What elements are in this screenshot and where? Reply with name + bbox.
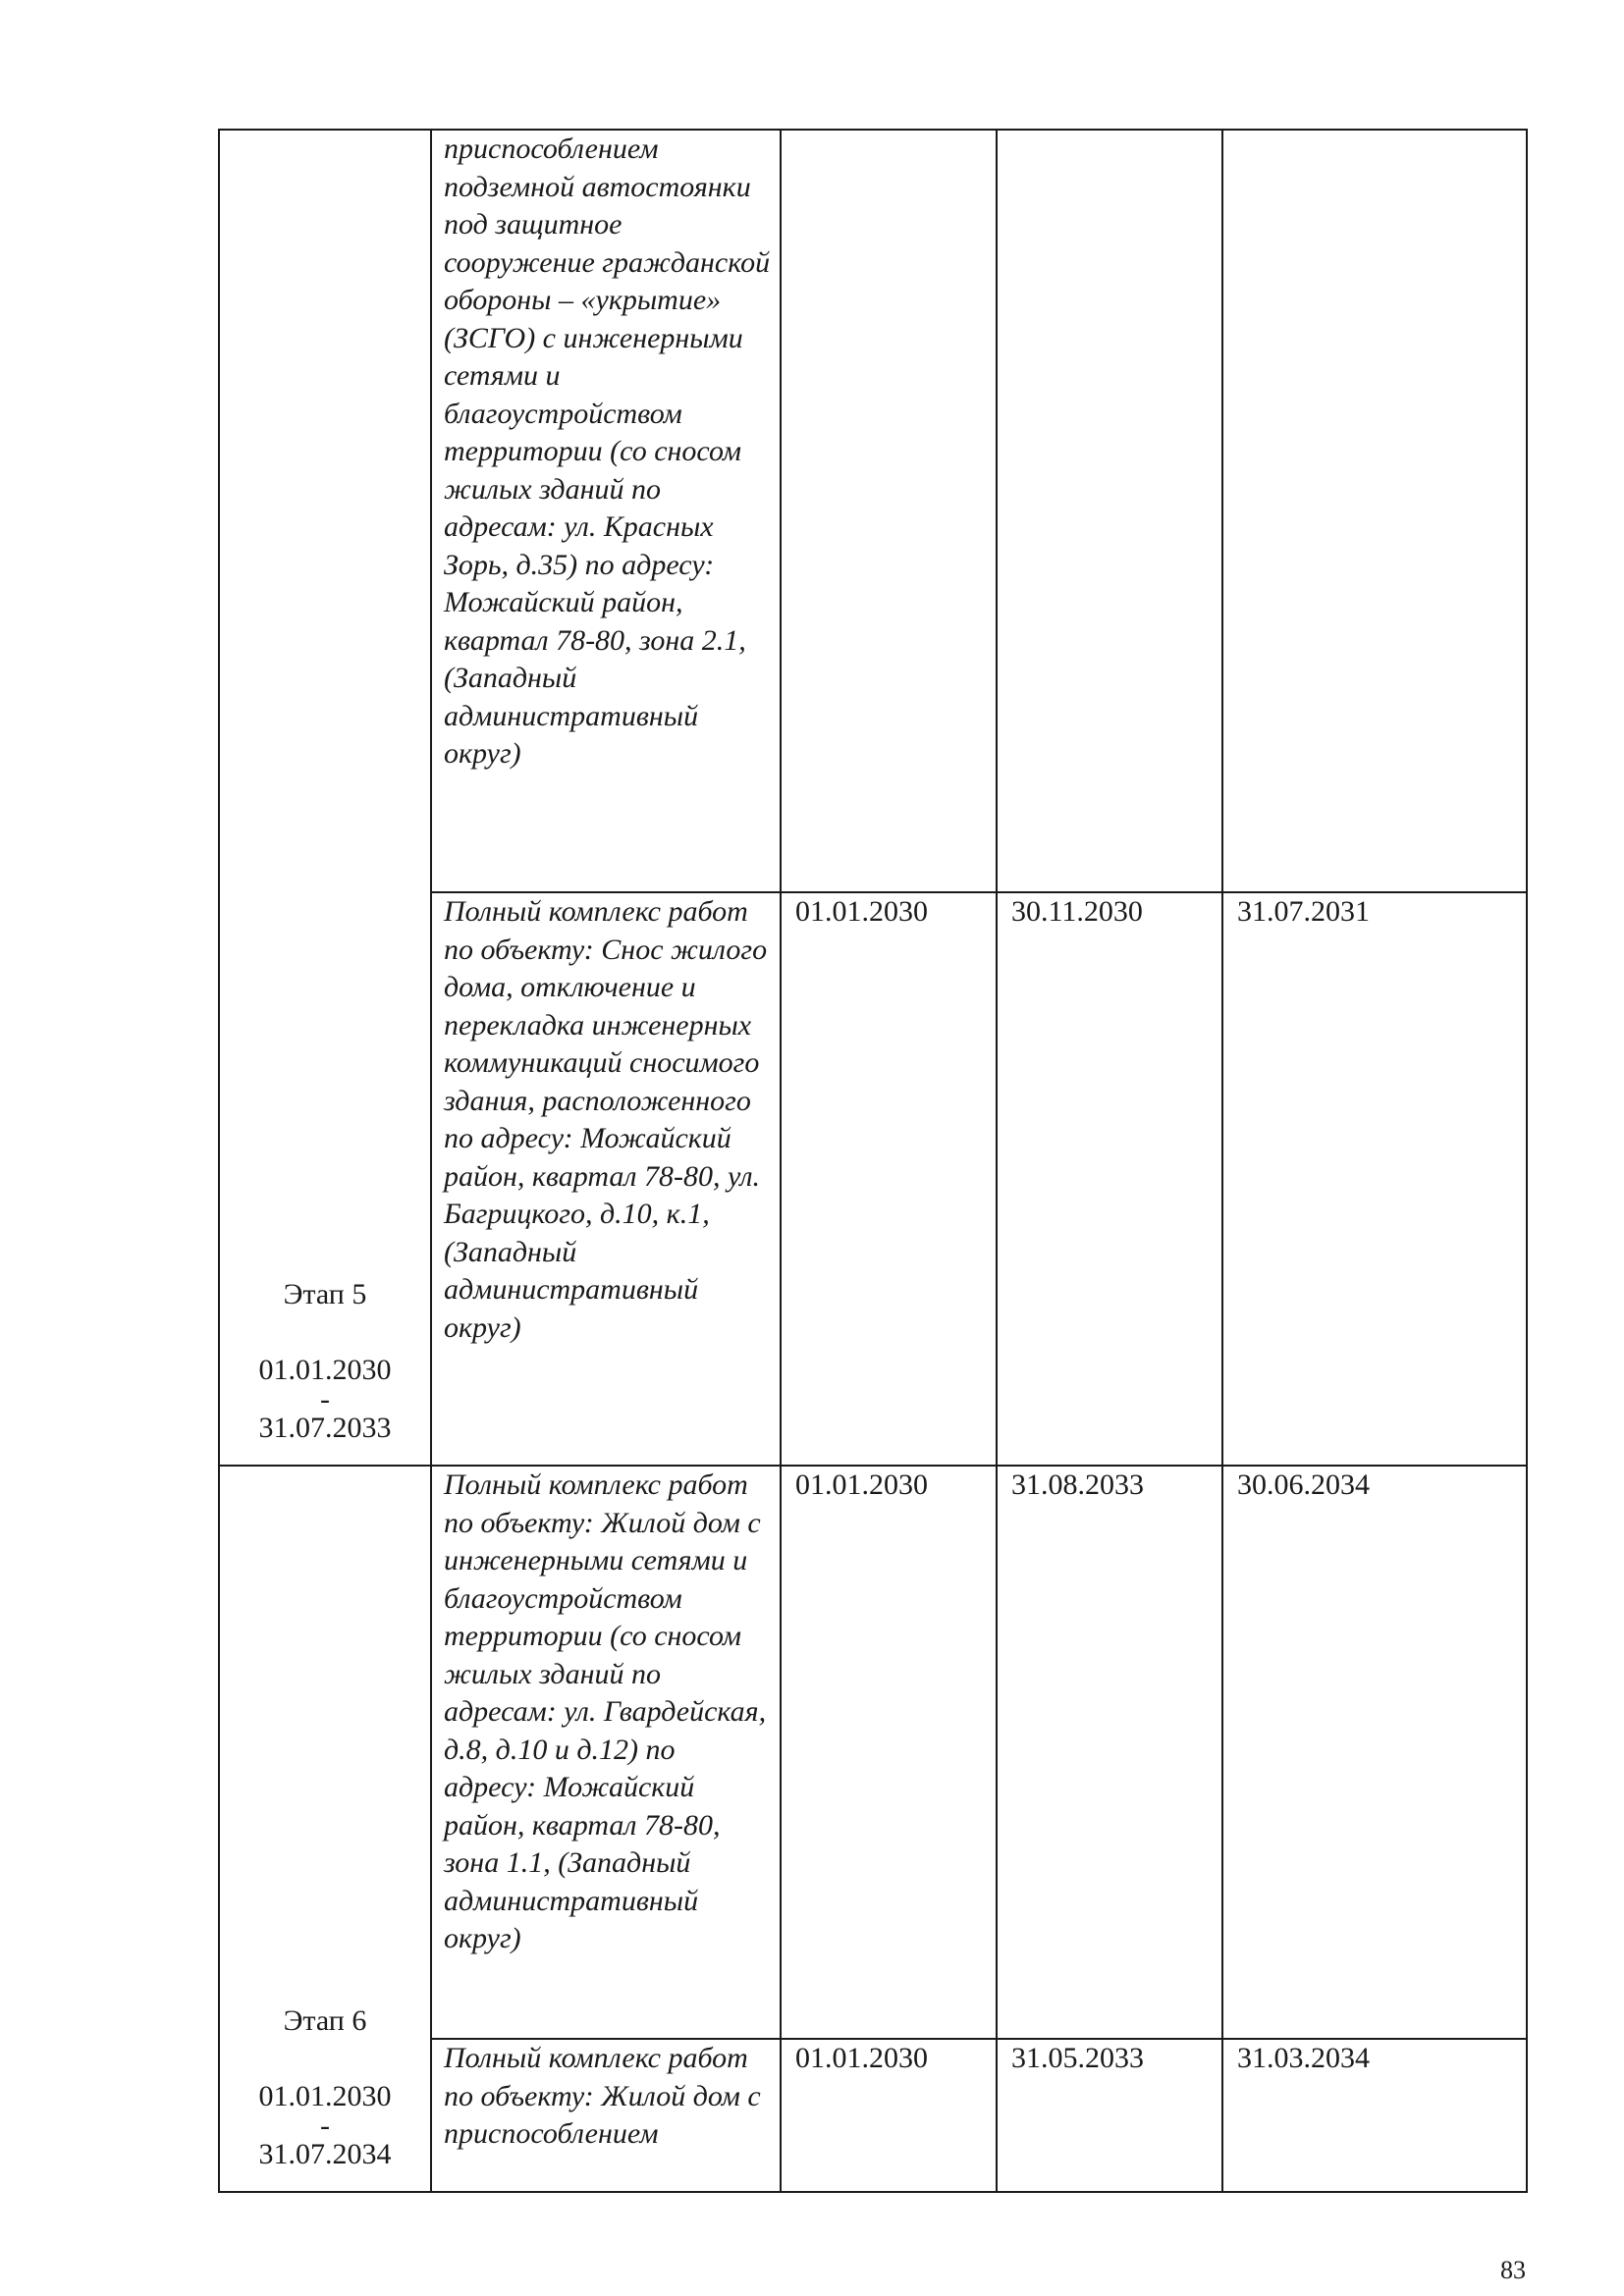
table-row xyxy=(219,130,1527,892)
stage-label: Этап 5 xyxy=(283,1278,367,1310)
stage-end-date: 31.07.2034 xyxy=(258,2137,392,2170)
date-end: 30.06.2034 xyxy=(1222,1466,1527,2039)
stage-cell xyxy=(219,1466,431,2192)
date-end xyxy=(1222,130,1527,892)
date-start xyxy=(781,130,997,892)
work-description: приспособлением подземной автостоянки под защитное сооружение гражданской обороны – «укрытие» (ЗСГО) с инженерными сетями и благоустройством территории (со сносом жилых зданий по адресам: ул. Красных Зорь, д.35) по адресу: Можайский район, квартал 78-80, зона 2.1, (Западный административный округ) xyxy=(431,130,781,892)
date-mid xyxy=(997,130,1222,892)
work-description: Полный комплекс работ по объекту: Жилой дом с инженерными сетями и благоустройством территории (со сносом жилых зданий по адресам: ул. Гвардейская, д.8, д.10 и д.12) по адресу: Можайский район, квартал 78-80, зона 1.1, (Западный административный округ) xyxy=(431,1466,781,2039)
stage-start-date: 01.01.2030 xyxy=(258,1354,392,1386)
date-mid: 30.11.2030 xyxy=(997,892,1222,1466)
schedule-table xyxy=(218,129,1528,2193)
table-row xyxy=(219,1466,1527,2039)
date-start: 01.01.2030 xyxy=(781,1466,997,2039)
stage-end-date: 31.07.2033 xyxy=(258,1411,392,1444)
stage-label: Этап 6 xyxy=(283,2004,367,2037)
page-number: 83 xyxy=(1500,2256,1526,2284)
date-mid: 31.05.2033 xyxy=(997,2039,1222,2192)
stage-dash: - xyxy=(320,1382,330,1415)
work-description: Полный комплекс работ по объекту: Жилой дом с приспособлением xyxy=(431,2039,781,2192)
stage-dash: - xyxy=(320,2109,330,2142)
work-description: Полный комплекс работ по объекту: Снос жилого дома, отключение и перекладка инженерных коммуникаций сносимого здания, расположенного по адресу: Можайский район, квартал 78-80, ул. Багрицкого, д.10, к.1, (Западный административный округ) xyxy=(431,892,781,1466)
date-start: 01.01.2030 xyxy=(781,2039,997,2192)
date-mid: 31.08.2033 xyxy=(997,1466,1222,2039)
stage-cell xyxy=(219,130,431,1466)
date-end: 31.03.2034 xyxy=(1222,2039,1527,2192)
date-end: 31.07.2031 xyxy=(1222,892,1527,1466)
date-start: 01.01.2030 xyxy=(781,892,997,1466)
stage-start-date: 01.01.2030 xyxy=(258,2080,392,2112)
